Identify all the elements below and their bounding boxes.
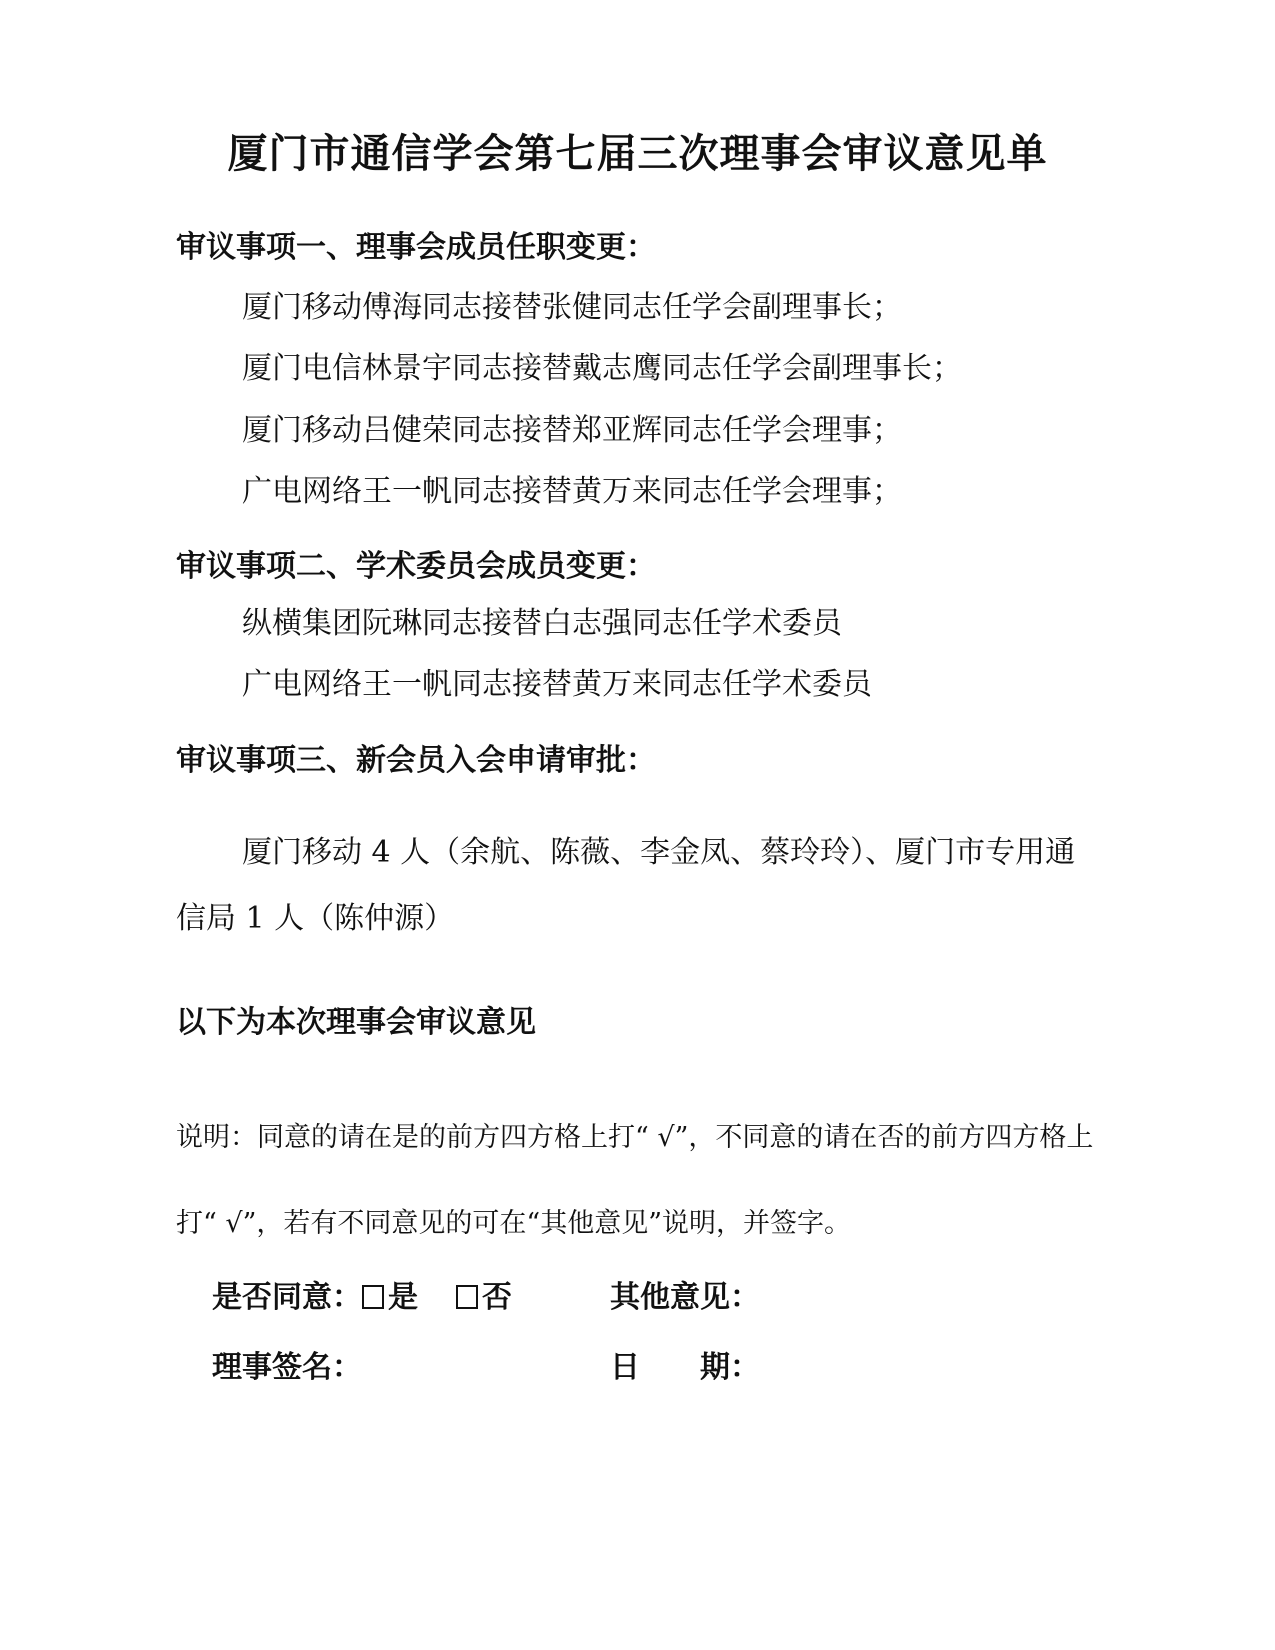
section2-item: 广电网络王一帆同志接替黄万来同志任学术委员 <box>242 667 872 702</box>
section3-text: 厦门移动 4 人（余航、陈薇、李金凤、蔡玲玲）、厦门市专用通信局 1 人（陈仲源） <box>176 835 1076 936</box>
document-title: 厦门市通信学会第七届三次理事会审议意见单 <box>227 130 1048 177</box>
date-label: 日 期： <box>610 1350 760 1385</box>
agree-row <box>212 1272 512 1316</box>
section2-heading: 审议事项二、学术委员会成员变更： <box>176 549 656 584</box>
no-checkbox[interactable] <box>456 1285 478 1309</box>
yes-label: 是 <box>388 1280 418 1315</box>
section3-heading: 审议事项三、新会员入会申请审批： <box>176 743 656 778</box>
instruction-note: 说明：同意的请在是的前方四方格上打“ √”，不同意的请在否的前方四方格上打“ √”，若有不同意见的可在“其他意见”说明，并签字。 <box>176 1122 1094 1239</box>
other-opinion-label: 其他意见： <box>610 1280 760 1315</box>
section1-item: 厦门电信林景宇同志接替戴志鹰同志任学会副理事长； <box>242 351 962 386</box>
section2-item: 纵横集团阮琳同志接替白志强同志任学术委员 <box>242 606 842 641</box>
no-label: 否 <box>482 1280 512 1315</box>
signature-label: 理事签名： <box>212 1350 362 1385</box>
section1-item: 厦门移动傅海同志接替张健同志任学会副理事长； <box>242 290 902 325</box>
opinion-heading: 以下为本次理事会审议意见 <box>176 1005 536 1040</box>
section1-item: 广电网络王一帆同志接替黄万来同志任学会理事； <box>242 474 902 509</box>
no-option[interactable] <box>456 1272 512 1316</box>
yes-checkbox[interactable] <box>362 1285 384 1309</box>
agree-label: 是否同意： <box>212 1280 362 1315</box>
section1-heading: 审议事项一、理事会成员任职变更： <box>176 230 656 265</box>
yes-option[interactable] <box>362 1272 418 1316</box>
section1-item: 厦门移动吕健荣同志接替郑亚辉同志任学会理事； <box>242 413 902 448</box>
